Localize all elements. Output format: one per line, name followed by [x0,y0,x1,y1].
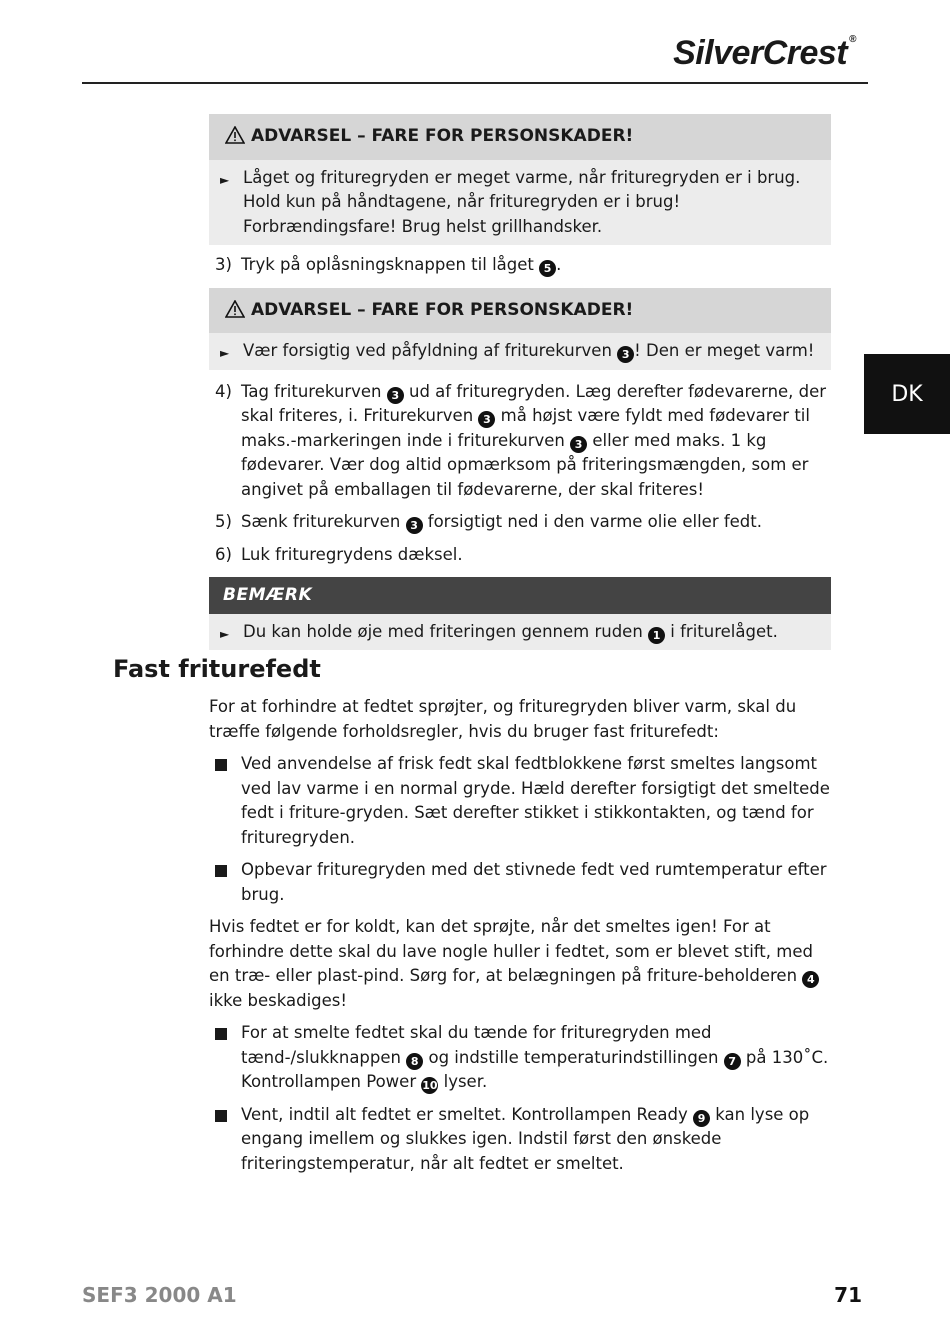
bullet-item: For at smelte fedtet skal du tænde for frituregryden med tænd-/slukknappen 8 og indstille temperaturindstillingen 7 på 130˚C. Kontrollampen Power 10 lyser. [209,1021,831,1095]
ref-number-3: 3 [406,517,423,534]
arrow-bullet-icon: ► [220,626,230,641]
footer-model-number: SEF3 2000 A1 [82,1283,237,1307]
arrow-bullet-icon: ► [220,172,230,187]
warning-box-2 [209,288,831,370]
instructions-content [209,114,831,650]
square-bullet-icon [215,1028,227,1040]
square-bullet-icon [215,865,227,877]
page-number: 71 [834,1283,862,1307]
bullet-item: Ved anvendelse af frisk fedt skal fedtblokkene først smeltes langsomt ved lav varme i en normal gryde. Hæld derefter forsigtigt det smeltede fedt i friture-gryden. Sæt derefter stikket i stikkontakten, og tænd for frituregryden. [209,752,831,850]
section-intro: For at forhindre at fedtet sprøjter, og frituregryden bliver varm, skal du træffe følgende forholdsregler, hvis du bruger fast friturefedt: [209,697,797,741]
ref-number-10: 10 [422,1079,438,1092]
ref-number-4: 4 [802,971,819,988]
section-paragraph: Hvis fedtet er for koldt, kan det sprøjte, når det smeltes igen! For at forhindre dette skal du lave nogle huller i fedtet, som er blevet stift, med en træ- eller plast-pind. Sørg for, at belægningen på friture-beholderen 4 ikke beskadiges! [209,915,831,1013]
section-title: Fast friturefedt [113,655,321,683]
ref-number-3: 3 [387,387,404,404]
ref-number-3: 3 [570,436,587,453]
warning-title-2: ADVARSEL – FARE FOR PERSONSKADER! [209,288,831,334]
note-text: ► Du kan holde øje med friteringen gennem ruden 1 i friturelåget. [209,614,831,651]
ref-number-7: 7 [724,1053,741,1070]
ref-number-5: 5 [539,260,556,277]
note-box [209,577,831,650]
warning-triangle-icon [225,300,245,326]
square-bullet-icon [215,1110,227,1122]
step-3: 3) Tryk på oplåsningsknappen til låget 5 . [215,255,562,275]
bullet-item: Opbevar frituregryden med det stivnede fedt ved rumtemperatur efter brug. [209,858,831,907]
warning-title-1: ADVARSEL – FARE FOR PERSONSKADER! [209,114,831,160]
header-rule [82,82,868,84]
warning-text-1: ► Låget og frituregryden er meget varme, når frituregryden er i brug. Hold kun på håndtagene, når frituregryden er i brug! Forbrændingsfare! Brug helst grillhandsker. [209,160,831,246]
warning-triangle-icon [225,126,245,152]
warning-box-1 [209,114,831,245]
ref-number-1: 1 [648,627,665,644]
arrow-bullet-icon: ► [220,346,230,360]
language-tab [864,354,950,434]
language-tab-label: DK [891,381,923,407]
bullet-item: Vent, indtil alt fedtet er smeltet. Kontrollampen Ready 9 kan lyse op engang imellem og slukkes igen. Indstil først den ønskede friteringstemperatur, når alt fedtet er smeltet. [209,1103,831,1177]
warning-text-2: ► Vær forsigtig ved påfyldning af friturekurven 3 ! Den er meget varm! [209,333,831,370]
note-title: BEMÆRK [209,577,831,614]
ref-number-9: 9 [693,1110,710,1127]
step-6: 6) Luk frituregrydens dæksel. [215,544,463,564]
ref-number-8: 8 [406,1053,423,1070]
ref-number-3: 3 [617,346,634,363]
square-bullet-icon [215,759,227,771]
step-4: 4) Tag friturekurven 3 ud af frituregryden. Læg derefter fødevarerne, der skal friteres, i. Friturekurven 3 må højst være fyldt med fødevarer til maks.-markeringen inde i friturekurven 3 eller med maks. 1 kg fødevarer. Vær dog altid opmærksom på friteringsmængden, som er angivet på emballagen til fødevarerne, der skal friteres! [215,381,827,499]
ref-number-3: 3 [478,411,495,428]
silvercrest-logo: SilverCrest ® [673,34,856,72]
section-body [209,695,831,1184]
step-5: 5) Sænk friturekurven 3 forsigtigt ned i den varme olie eller fedt. [215,512,762,532]
